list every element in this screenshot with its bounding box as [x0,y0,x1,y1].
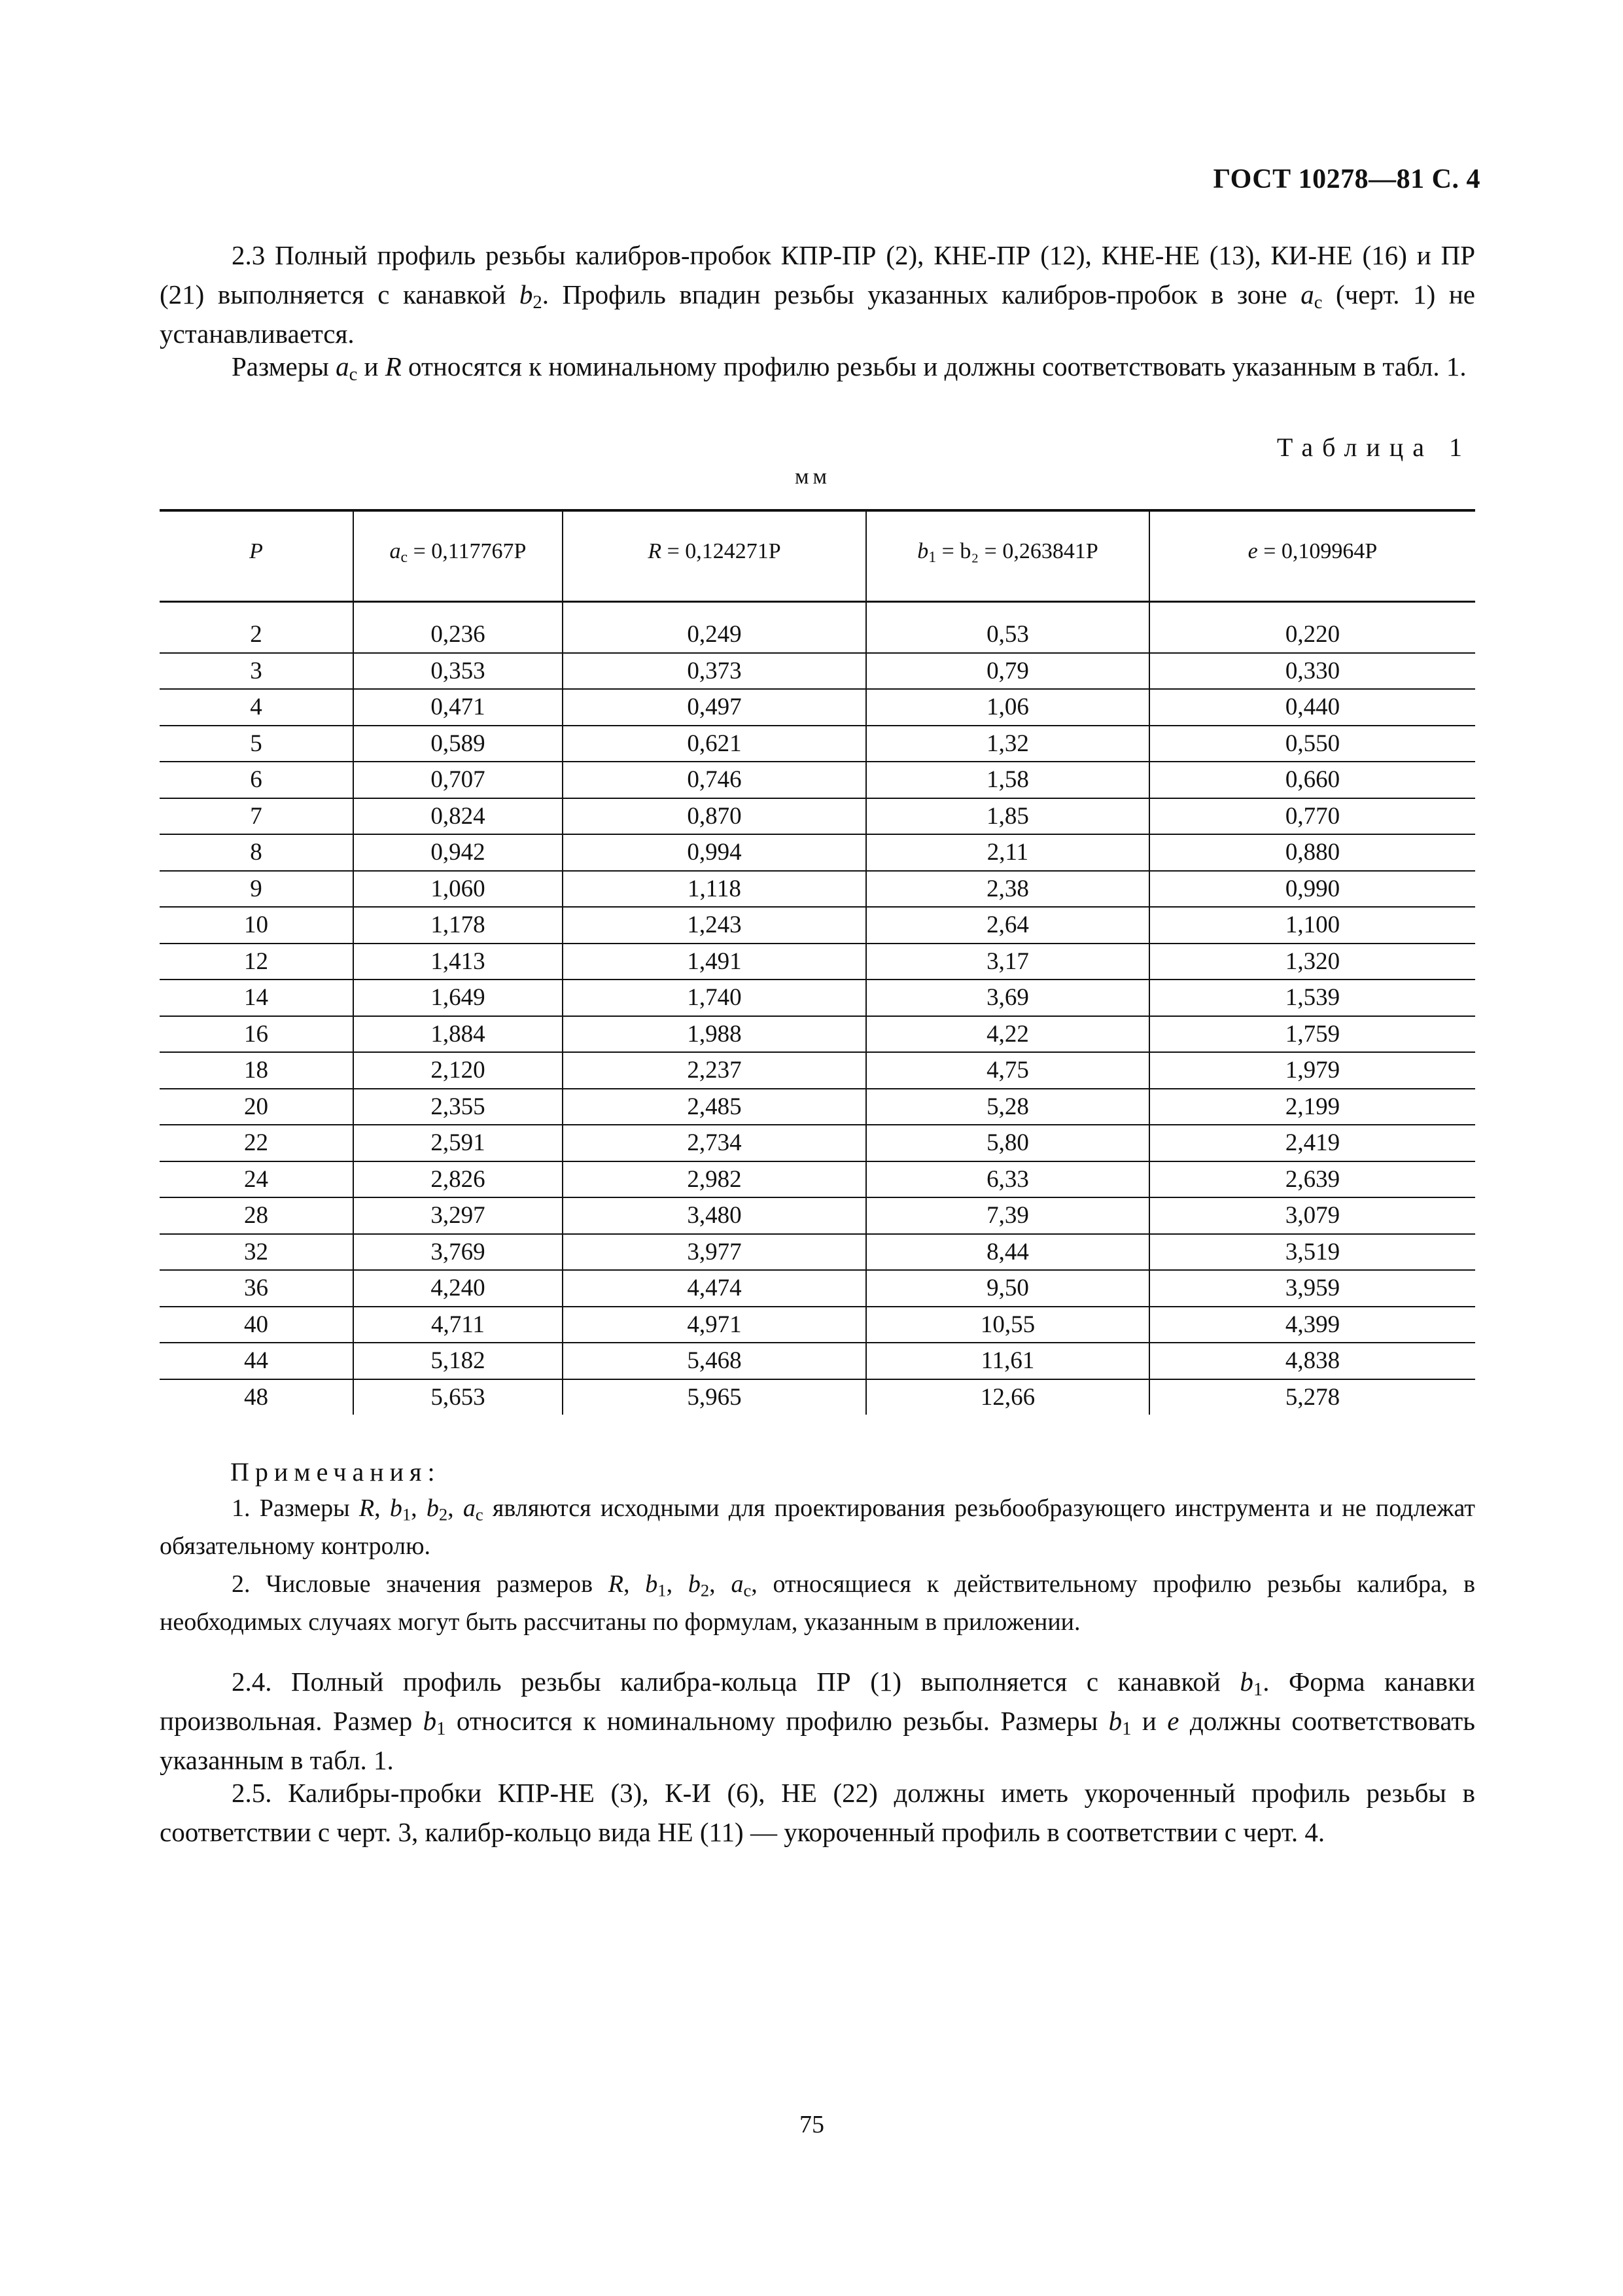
table-cell: 0,942 [353,834,563,871]
table-cell: 14 [160,980,353,1016]
table-cell: 7 [160,798,353,835]
table-row [160,1343,1475,1379]
table-cell: 7,39 [866,1197,1149,1234]
page-number: 75 [799,2111,824,2138]
thread-profile-table [160,509,1475,1415]
table-cell: 0,746 [563,762,866,798]
table-cell: 2,64 [866,907,1149,944]
table-cell: 2,639 [1149,1161,1475,1198]
table-cell: 5 [160,726,353,762]
table-cell: 2,982 [563,1161,866,1198]
table-cell: 5,278 [1149,1379,1475,1415]
table-row [160,1161,1475,1198]
table-cell: 1,649 [353,980,563,1016]
table-cell: 3,079 [1149,1197,1475,1234]
table-row [160,653,1475,690]
table-cell: 2,591 [353,1125,563,1161]
table-cell: 0,249 [563,617,866,653]
table-cell: 3,519 [1149,1234,1475,1271]
table-caption: Таблица 1 [1276,433,1471,462]
table-cell: 1,58 [866,762,1149,798]
table-cell: 0,824 [353,798,563,835]
paragraph-2-3: 2.3 Полный профиль резьбы калибров-пробок КПР-ПР (2), КНЕ-ПР (12), КНЕ-НЕ (13), КИ-НЕ (16) и ПР (21) выполняется с канавкой $b_2$. Профиль впадин резьбы указанных калибров-пробок в зоне $a_c$ (черт. 1) не устанавливается. [160,240,1475,349]
table-header-row [160,510,1475,602]
table-row [160,1307,1475,1343]
column-header-2: $a_c = 0,117767P$ [353,510,563,602]
table-cell: 1,85 [866,798,1149,835]
table-cell: 5,653 [353,1379,563,1415]
table-cell: 2 [160,617,353,653]
table-row [160,907,1475,944]
table-cell: 16 [160,1016,353,1053]
table-cell: 48 [244,1383,268,1411]
table-cell: 2,11 [866,834,1149,871]
table-row [160,1125,1475,1161]
table-cell: 8,44 [866,1234,1149,1271]
table-cell: 2,237 [563,1052,866,1089]
column-header-5: e = 0,109964P [1149,510,1475,602]
table-cell: 1,178 [353,907,563,944]
table-cell: 0,497 [563,689,866,726]
table-cell: 4,399 [1149,1307,1475,1343]
column-header-4: $b_1 = b_2 = 0,263841P$ [866,510,1149,602]
table-row [160,689,1475,726]
table-cell: 2,199 [1149,1089,1475,1125]
table-cell: 0,373 [563,653,866,690]
table-cell: 0,660 [1149,762,1475,798]
table-cell: 0,870 [563,798,866,835]
table-cell: 5,468 [563,1343,866,1379]
table-cell: 1,060 [353,871,563,908]
table-cell: 9,50 [866,1270,1149,1307]
notes-title: Примечания: [230,1457,441,1487]
table-row [160,798,1475,835]
table-cell: 3,769 [353,1234,563,1271]
table-cell: 11,61 [866,1343,1149,1379]
table-cell: 1,759 [1149,1016,1475,1053]
table-cell: 0,79 [866,653,1149,690]
table-cell: 12 [160,944,353,980]
table-cell: 3,977 [563,1234,866,1271]
table-cell: 0,994 [563,834,866,871]
table-cell: 4,711 [353,1307,563,1343]
table-units: мм [795,465,831,489]
table-cell: 4,240 [353,1270,563,1307]
table-cell: 0,589 [353,726,563,762]
table-cell: 0,880 [1149,834,1475,871]
table-cell: 36 [160,1270,353,1307]
table-cell: 4 [160,689,353,726]
table-cell: 24 [160,1161,353,1198]
table-cell: 0,707 [353,762,563,798]
table-row [160,944,1475,980]
table-cell: 12,66 [866,1379,1149,1415]
table-cell: 3,480 [563,1197,866,1234]
table-cell: 28 [160,1197,353,1234]
table-cell: 1,243 [563,907,866,944]
paragraph-2-4: 2.4. Полный профиль резьбы калибра-кольца ПР (1) выполняется с канавкой $b_1$. Форма канавки произвольная. Размер $b_1$ относится к номинальному профилю резьбы. Размеры $b_1$ и e должны соответствовать указанным в табл. 1. [160,1667,1476,1775]
table-cell: 0,440 [1149,689,1475,726]
table-cell: 2,826 [353,1161,563,1198]
table-row [160,1270,1475,1307]
paragraph-sizes: Размеры $a_c$ и R относятся к номинальному профилю резьбы и должны соответствовать указанным в табл. 1. [232,351,1467,385]
table-cell: 1,539 [1149,980,1475,1016]
table-cell: 0,550 [1149,726,1475,762]
table-row [160,1197,1475,1234]
table-cell: 3,69 [866,980,1149,1016]
table-cell: 0,53 [866,617,1149,653]
table-cell: 18 [160,1052,353,1089]
table-row [160,762,1475,798]
table-cell: 1,32 [866,726,1149,762]
table-cell: 2,355 [353,1089,563,1125]
table-cell: 1,988 [563,1016,866,1053]
table-cell: 3 [160,653,353,690]
table-cell: 5,28 [866,1089,1149,1125]
table-cell: 0,990 [1149,871,1475,908]
column-header-3: R = 0,124271P [563,510,866,602]
table-cell: 10 [160,907,353,944]
table-cell: 1,320 [1149,944,1475,980]
table-cell: 5,965 [563,1379,866,1415]
table-row [160,1234,1475,1271]
table-cell: 0,353 [353,653,563,690]
note-2: 2. Числовые значения размеров R, $b_1$, $b_2$, $a_c$, относящиеся к действительному профилю резьбы калибра, в необходимых случаях могут быть рассчитаны по формулам, указанным в приложении. [160,1570,1476,1636]
table-cell: 44 [160,1343,353,1379]
table-cell: 2,38 [866,871,1149,908]
table-cell: 0,330 [1149,653,1475,690]
paragraph-2-5: 2.5. Калибры-пробки КПР-НЕ (3), К-И (6), НЕ (22) должны иметь укороченный профиль резьбы в соответствии с черт. 3, калибр-кольцо вида НЕ (11) — укороченный профиль в соответствии с черт. 4. [160,1778,1475,1847]
table-cell: 2,734 [563,1125,866,1161]
table-cell: 1,413 [353,944,563,980]
table-cell: 6,33 [866,1161,1149,1198]
table-cell: 20 [160,1089,353,1125]
table-cell: 6 [160,762,353,798]
table-spacer-row [160,602,1475,618]
table-cell: 1,118 [563,871,866,908]
table-cell: 4,75 [866,1052,1149,1089]
table-cell: 10,55 [866,1307,1149,1343]
table-cell: 5,80 [866,1125,1149,1161]
table-row [160,834,1475,871]
table-cell: 9 [160,871,353,908]
table-cell: 0,770 [1149,798,1475,835]
table-row [160,1379,1475,1415]
table-cell: 32 [160,1234,353,1271]
table-cell: 0,471 [353,689,563,726]
table-cell: 1,740 [563,980,866,1016]
table-cell: 22 [160,1125,353,1161]
table-cell: 4,838 [1149,1343,1475,1379]
table-cell: 0,236 [353,617,563,653]
table-cell: 3,17 [866,944,1149,980]
table-cell: 3,959 [1149,1270,1475,1307]
table-cell: 0,621 [563,726,866,762]
table-row [160,871,1475,908]
table-cell: 1,979 [1149,1052,1475,1089]
table-row [160,726,1475,762]
document-header: ГОСТ 10278—81 С. 4 [1213,164,1480,194]
table-cell: 3,297 [353,1197,563,1234]
table-cell: 1,06 [866,689,1149,726]
table-cell: 2,419 [1149,1125,1475,1161]
table-cell: 4,474 [563,1270,866,1307]
table-cell: 1,491 [563,944,866,980]
table-cell: 8 [160,834,353,871]
note-1: 1. Размеры R, $b_1$, $b_2$, $a_c$ являются исходными для проектирования резьбообразующего инструмента и не подлежат обязательному контролю. [160,1494,1476,1560]
column-header-1: P [160,510,353,602]
table-cell: 0,220 [1149,617,1475,653]
table-row [160,980,1475,1016]
table-cell: 1,100 [1149,907,1475,944]
table-cell: 5,182 [353,1343,563,1379]
table-cell: 4,22 [866,1016,1149,1053]
table-cell: 2,120 [353,1052,563,1089]
table-cell: 1,884 [353,1016,563,1053]
table-cell: 2,485 [563,1089,866,1125]
table-row [160,1052,1475,1089]
table-row [160,1089,1475,1125]
table-row [160,1016,1475,1053]
table-cell: 40 [160,1307,353,1343]
table-cell: 4,971 [563,1307,866,1343]
table-row [160,617,1475,653]
